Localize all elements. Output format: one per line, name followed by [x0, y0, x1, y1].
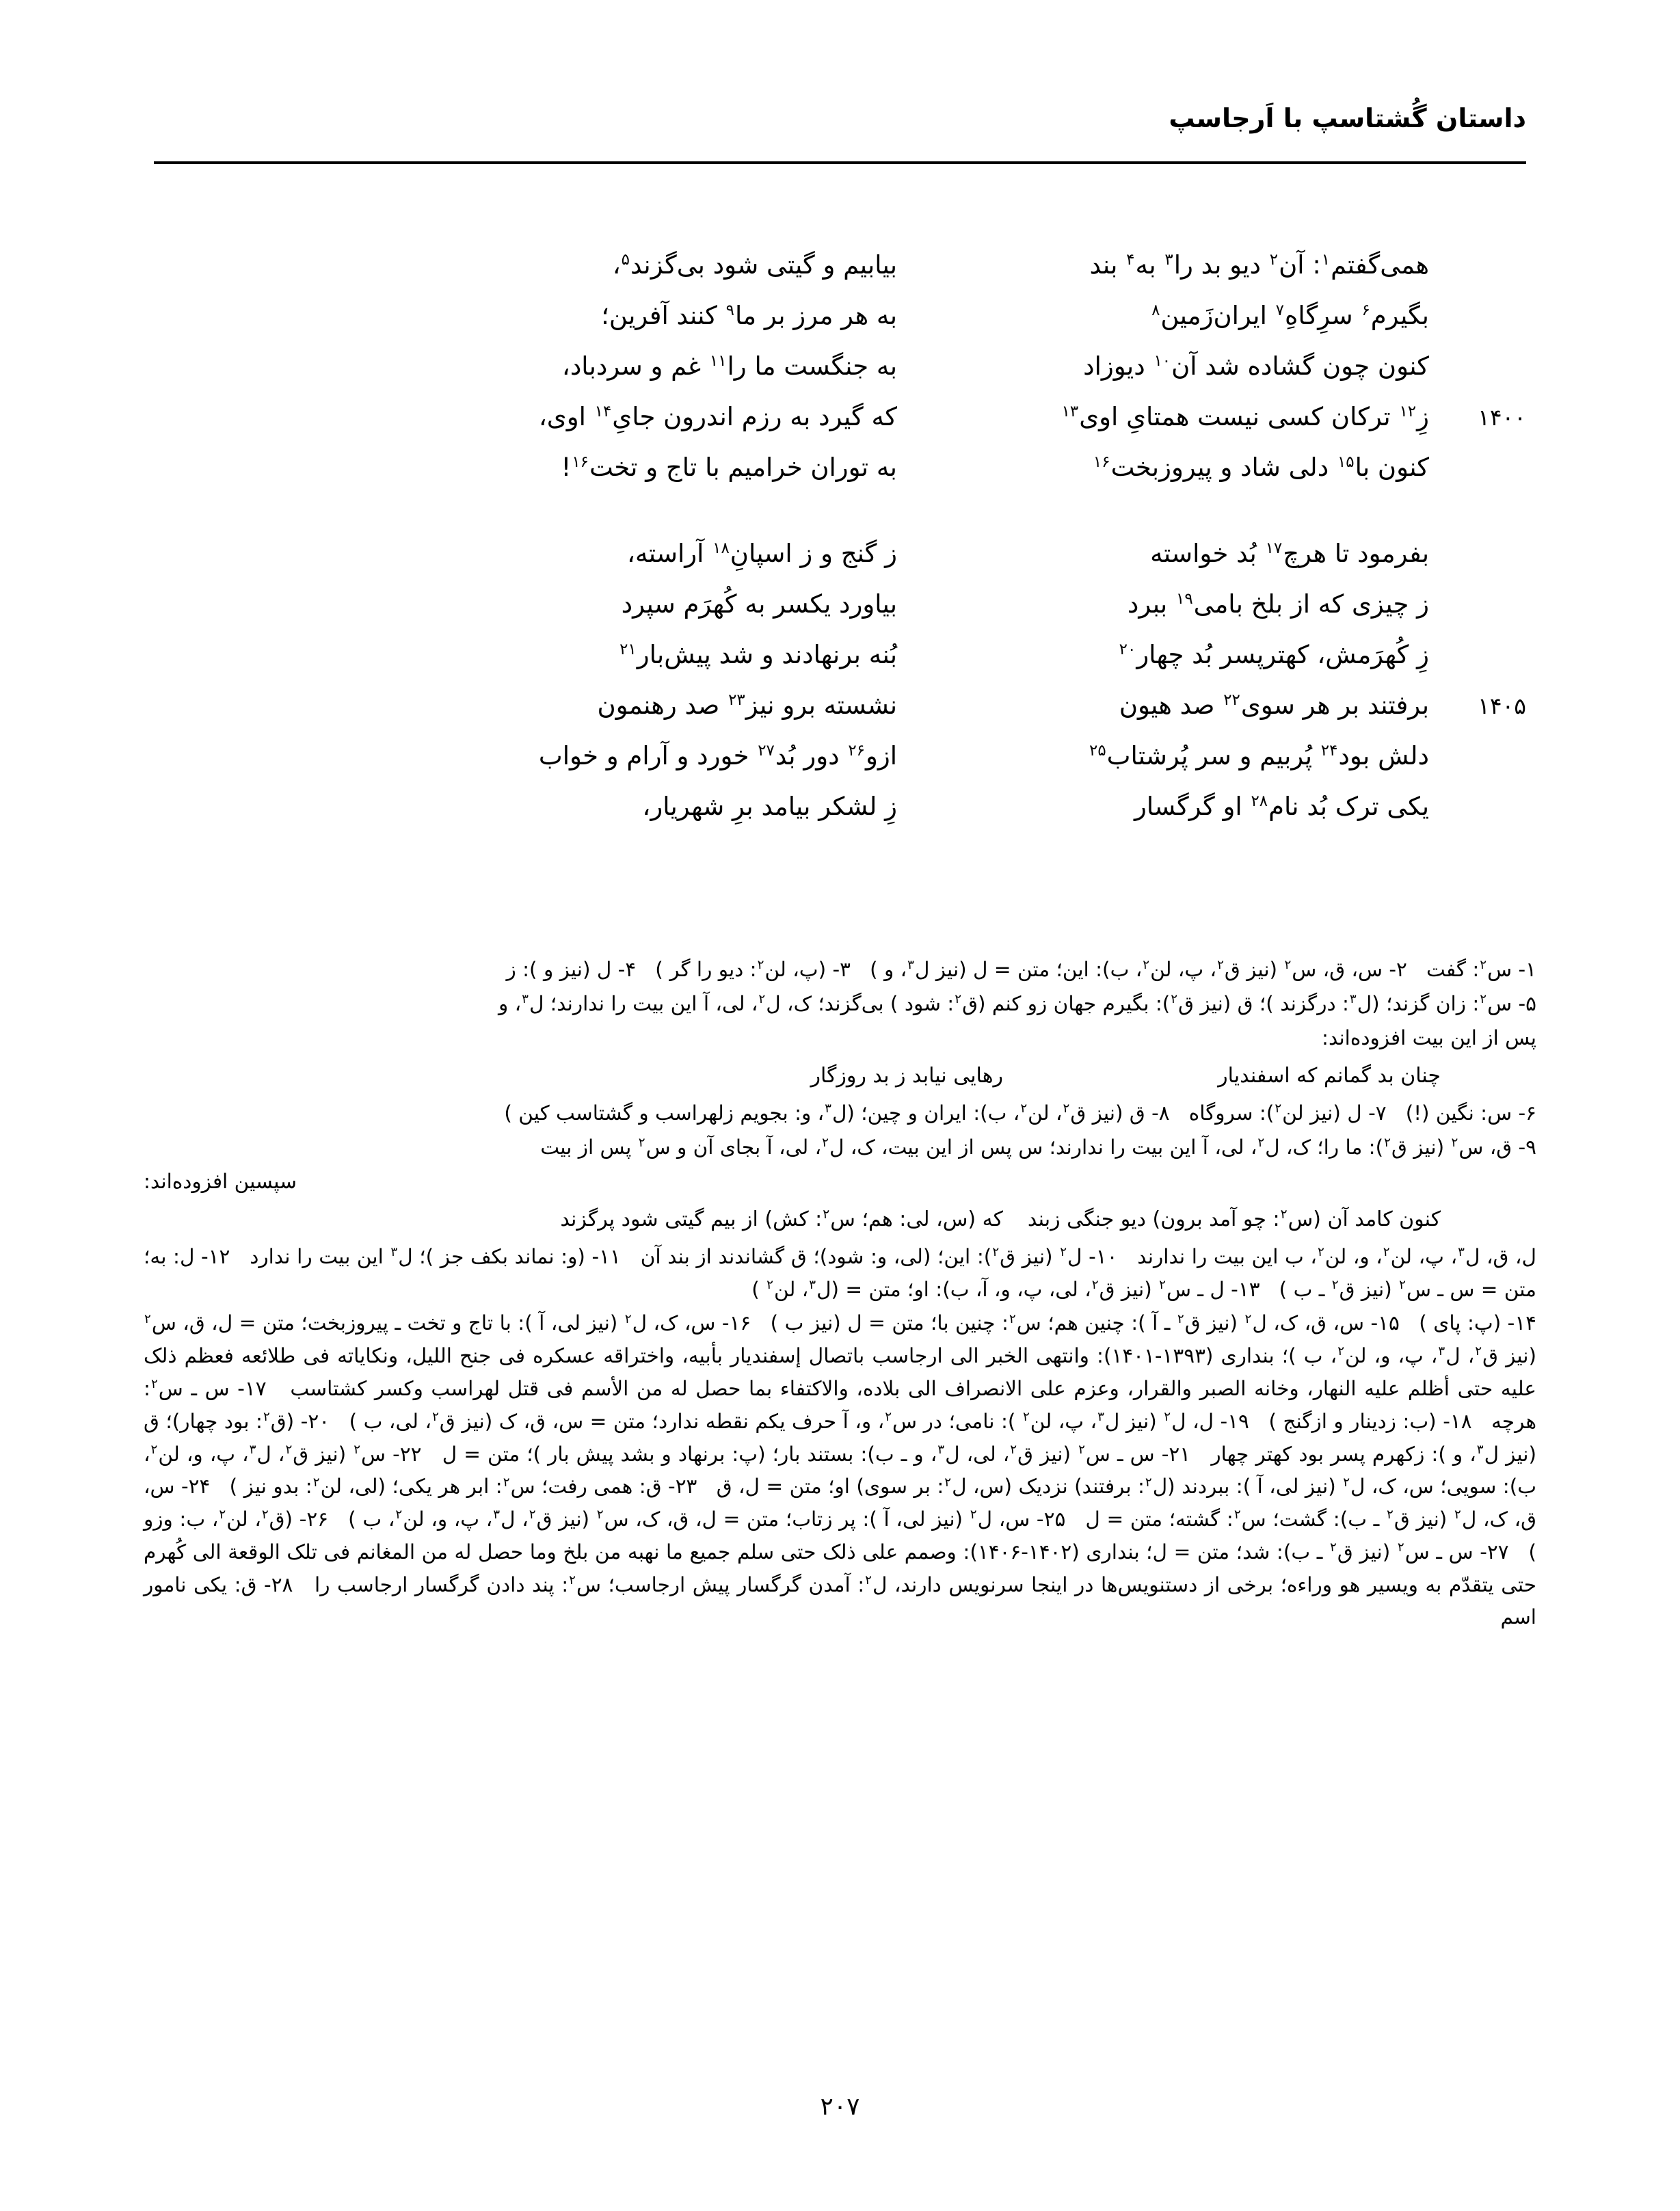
verse-area — [154, 246, 1526, 874]
hemistich-first: ز چیزی که از بلخ بامی$^{۱۹}$ ببرد — [1127, 589, 1429, 619]
hemistich-second: که (س، لی: هم؛ س$^۲$: کش) از بیم گیتی شود پرگزند — [560, 1207, 1003, 1232]
verse-line — [154, 246, 1526, 297]
verse-line — [154, 788, 1526, 838]
apparatus-note: پس از این بیت افزوده‌اند: — [1322, 1026, 1536, 1049]
hemistich-second: به توران خرامیم با تاج و تخت$^{۱۶}$! — [561, 453, 897, 482]
hemistich-first: دلش بود$^{۲۴}$ پُربیم و سر پُرشتاب$^{۲۵}$ — [1089, 741, 1429, 770]
hemistich-first: بگیرم$^۶$ سرِگاهِ$^۷$ ایران‌زَمین$^۸$ — [1151, 301, 1429, 330]
hemistich-first: همی‌گفتم$^۱$: آن$^۲$ دیو بد را$^۳$ به$^۴$ بند — [1089, 250, 1429, 280]
hemistich-first: کنون چون گشاده شد آن$^{۱۰}$ دیوزاد — [1083, 351, 1429, 381]
hemistich-first: چنان بد گمانم که اسفندیار — [1218, 1064, 1441, 1088]
hemistich-second: ز گنج و ز اسپانِ$^{۱۸}$ آراسته، — [627, 539, 897, 568]
hemistich-first: یکی ترک بُد نام$^{۲۸}$ او گرگسار — [1134, 792, 1429, 821]
hemistich-second: نشسته برو نیز$^{۲۳}$ صد رهنمون — [597, 691, 897, 720]
running-head-title: داستان گُشتاسپ با اَرجاسپ — [1169, 103, 1526, 133]
apparatus-note: سپسین افزوده‌اند: — [144, 1169, 297, 1193]
hemistich-first: برفتند بر هر سوی$^{۲۲}$ صد هیون — [1119, 691, 1429, 720]
verse-block — [154, 246, 1526, 499]
apparatus-note: ل، ق، ل$^۳$، پ، لن$^۲$، و، لن$^۲$، ب این بیت را ندارند ۱۰- ل$^۲$ (نیز ق$^۲$): این؛ (لی، و: شود)؛ ق گشاندند از بند آن ۱۱- (و: نماند بکف جز )؛ ل$^۳$ این بیت را ندارد ۱۲- ل: به؛ متن = س ـ س$^۲$ (نیز ق$^۲$ ـ ب ) ۱۳- ل ـ س$^۲$ (نیز ق$^۲$، لی، پ، و، آ، ب): او؛ متن = (ل$^۳$، لن$^۲$ ) — [144, 1244, 1536, 1301]
apparatus-note: ۶- س: نگین (!) ۷- ل (نیز لن$^۲$): سروگاه ۸- ق (نیز ق$^۲$، لن$^۲$، ب): ایران و چین؛ (ل$^۳$، و: بجویم زلهراسب و گشتاسب کین ) — [504, 1101, 1536, 1125]
verse-block — [154, 535, 1526, 838]
verse-line — [154, 448, 1526, 499]
hemistich-second: زِ لشکر بیامد برِ شهریار، — [642, 792, 897, 821]
verse-line-number: ۱۴۰۵ — [1478, 693, 1526, 719]
hemistich-first: بفرمود تا هرچ$^{۱۷}$ بُد خواسته — [1150, 539, 1429, 568]
verse-line — [154, 686, 1526, 737]
apparatus-inline-verse — [144, 1060, 1536, 1093]
hemistich-first: زِ کُهرَمش، کهترپسر بُد چهار$^{۲۰}$ — [1119, 640, 1429, 669]
hemistich-second: رهایی نیابد ز بد روزگار — [810, 1064, 1003, 1088]
verse-line — [154, 347, 1526, 398]
verse-line — [154, 636, 1526, 686]
verse-line — [154, 398, 1526, 448]
running-head — [154, 103, 1526, 164]
header-rule — [154, 161, 1526, 164]
hemistich-second: به هر مرز بر ما$^۹$ کنند آفرین؛ — [601, 301, 897, 330]
verse-line — [154, 585, 1526, 636]
hemistich-second: بُنه برنهادند و شد پیش‌بار$^{۲۱}$ — [619, 640, 897, 669]
hemistich-second: ازو$^{۲۶}$ دور بُد$^{۲۷}$ خورد و آرام و خواب — [538, 741, 897, 770]
apparatus-note: ۹- ق، س$^۲$ (نیز ق$^۲$): ما را؛ ک، ل$^۲$، لی، آ این بیت را ندارند؛ س پس از این بیت، ک، ل$^۲$، لی، آ بجای آن و س$^۲$ پس از بیت — [540, 1135, 1536, 1159]
hemistich-first: زِ$^{۱۲}$ ترکان کسی نیست همتایِ اوی$^{۱۳}$ — [1061, 402, 1429, 431]
apparatus-inline-verse — [144, 1203, 1536, 1237]
hemistich-second: به جنگست ما را$^{۱۱}$ غم و سردباد، — [561, 351, 897, 381]
hemistich-second: بیابیم و گیتی شود بی‌گزند$^۵$، — [612, 250, 897, 280]
folio-number: ۲۰۷ — [820, 2093, 860, 2121]
verse-line — [154, 535, 1526, 585]
hemistich-second: بیاورد یکسر به کُهرَم سپرد — [621, 589, 897, 619]
hemistich-first: کنون با$^{۱۵}$ دلی شاد و پیروزبخت$^{۱۶}$ — [1093, 453, 1429, 482]
hemistich-second: که گیرد به رزم اندرون جایِ$^{۱۴}$ اوی، — [538, 402, 897, 431]
apparatus-note: ۵- س$^۲$: زان گزند؛ (ل$^۳$: درگزند )؛ ق (نیز ق$^۲$): بگیرم جهان زو کنم (ق$^۲$: شود ) بی‌گزند؛ ک، ل$^۲$، لی، آ این بیت را ندارند؛ ل$^۳$، و — [498, 991, 1536, 1015]
critical-apparatus — [144, 954, 1536, 1635]
verse-line — [154, 297, 1526, 347]
apparatus-note: ۱۴- (پ: پای ) ۱۵- س، ق، ک، ل$^۲$ (نیز ق$^۲$ ـ آ ): چنین هم؛ س$^۲$: چنین با؛ متن = ل (نیز ب ) ۱۶- س، ک، ل$^۲$ (نیز لی، آ ): با تاج و تخت ـ پیروزبخت؛ متن = ل، ق، س$^۲$ (نیز ق$^۲$، ل$^۳$، پ، و، لن$^۲$، ب )؛ بنداری (۱۳۹۳-۱۴۰۱): وانتهی الخبر الی ارجاسب باتصال إسفندیار بأبیه، واختراقه عسکره فی جنح اللیل، ونکایاته فی طلائعه فعظم ذلک علیه حتی أظلم علیه النهار، وخانه الصبر والقرار، وعزم علی الانصراف الی بلاده، والاکتفاء بما حصل له من الأسم فی قتل لهراسب وکسر کشتاسب ۱۷- س ـ س$^۲$: هرچه ۱۸- (ب: زدینار و ازگنج ) ۱۹- ل، ل$^۲$ (نیز ل$^۳$، پ، لن$^۲$ ): نامی؛ در س$^۲$، و، آ حرف یکم نقطه ندارد؛ متن = س، ق، ک (نیز ق$^۲$، لی، ب ) ۲۰- (ق$^۲$: بود چهار)؛ ق (نیز ل$^۳$، و ): زکهرم پسر بود کهتر چهار ۲۱- س ـ س$^۲$ (نیز ق$^۲$، لی، ل$^۳$، و ـ ب): بستند بار؛ (پ: برنهاد و بشد پیش بار )؛ متن = ل ۲۲- س$^۲$ (نیز ق$^۲$، ل$^۳$، پ، و، لن$^۲$، ب): سویی؛ س، ک، ل$^۲$ (نیز لی، آ ): ببردند (ل$^۲$: برفتند) نزدیک (س، ل$^۲$: بر سوی) او؛ متن = ل، ق ۲۳- ق: همی رفت؛ س$^۲$: ابر هر یکی؛ (لی، لن$^۲$: بدو نیز ) ۲۴- س، ق، ک، ل$^۲$ (نیز ق$^۲$ ـ ب): گشت؛ س$^۲$: گشته؛ متن = ل ۲۵- س، ل$^۲$ (نیز لی، آ ): پر زتاب؛ متن = ل، ق، ک، س$^۲$ (نیز ق$^۲$، ل$^۳$، پ، و، لن$^۲$، ب ) ۲۶- (ق$^۲$، لن$^۲$، ب: وزو ) ۲۷- س ـ س$^۲$ (نیز ق$^۲$ ـ ب): شد؛ متن = ل؛ بنداری (۱۴۰۲-۱۴۰۶): وصمم علی ذلک حتی سلم جمیع ما نهبه من بلخ وما حصل له من المغانم فی تلک الوقعة الی کُهرم حتی یتقدّم به ویسیر هو وراءه؛ برخی از دستنویس‌ها در اینجا سرنویس دارند، ل$^۲$: آمدن گرگسار پیش ارجاسب؛ س$^۲$: پند دادن گرگسار ارجاسب را ۲۸- ق: یکی نامور اسم — [144, 1311, 1537, 1629]
verse-line-number: ۱۴۰۰ — [1478, 404, 1526, 431]
hemistich-first: کنون کامد آن (س$^۲$: چو آمد برون) دیو جنگی زبند — [1027, 1207, 1441, 1232]
verse-line — [154, 737, 1526, 788]
apparatus-note: ۱- س$^۲$: گفت ۲- س، ق، س$^۲$ (نیز ق$^۲$، پ، لن$^۲$، ب): این؛ متن = ل (نیز ل$^۳$، و ) ۳- (پ، لن$^۲$: دیو را گر ) ۴- ل (نیز و ): ز — [506, 958, 1536, 981]
